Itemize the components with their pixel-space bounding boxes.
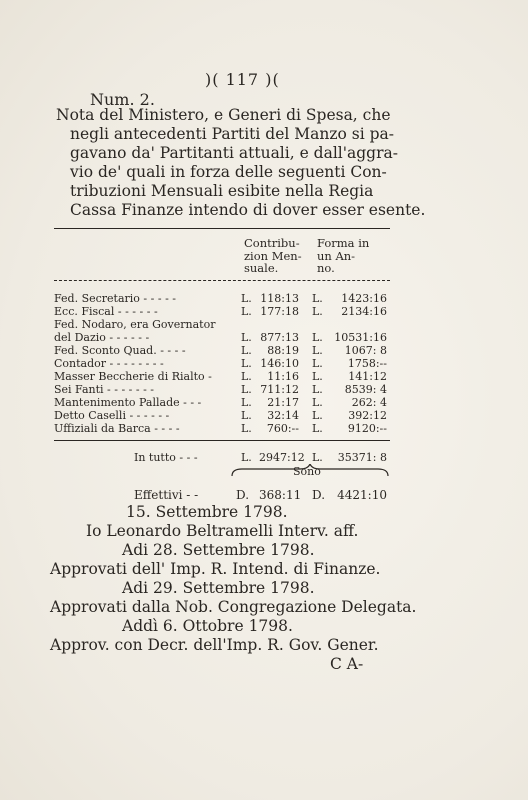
effettivi-row: Effettivi - - D. 368:11 D. 4421:10 — [134, 488, 387, 502]
intro-line: gavano da' Partitanti attuali, e dall'aggra- — [70, 144, 398, 162]
table-row: Uffiziali da Barca - - - - L. 760:-- L. 9120:-- — [54, 422, 387, 435]
page-number: )( 117 )( — [205, 70, 280, 89]
intro-paragraph — [56, 106, 426, 220]
table-row: Mantenimento Pallade - - - L. 21:17 L. 262: 4 — [54, 396, 387, 409]
document-number: Num. 2. — [90, 90, 155, 109]
total-row: In tutto - - - L. 2947:12 L. 35371: 8 — [134, 451, 387, 464]
catchword: C A- — [330, 655, 364, 673]
intro-line: tribuzioni Mensuali esibite nella Regia — [70, 182, 374, 200]
intro-line: Nota del Ministero, e Generi di Spesa, che — [56, 106, 391, 124]
table-row: Fed. Sconto Quad. - - - - L. 88:19 L. 1067: 8 — [54, 344, 387, 357]
signer-line: Io Leonardo Beltramelli Interv. aff. — [86, 522, 359, 540]
table-row: Masser Beccherie di Rialto - L. 11:16 L. 141:12 — [54, 370, 387, 383]
table-row: Sei Fanti - - - - - - - L. 711:12 L. 8539: 4 — [54, 383, 387, 396]
table-row: Detto Caselli - - - - - - L. 32:14 L. 392:12 — [54, 409, 387, 422]
date-line: 15. Settembre 1798. — [126, 503, 288, 521]
intro-line: Cassa Finanze intendo di dover esser esente. — [70, 201, 426, 219]
date-line: Adi 29. Settembre 1798. — [122, 579, 315, 597]
intro-line: negli antecedenti Partiti del Manzo si pa- — [70, 125, 395, 143]
table-row: Fed. Nodaro, era Governator — [54, 318, 216, 331]
table-top-rule — [54, 228, 390, 229]
approval-line: Approvati dell' Imp. R. Intend. di Finanze. — [50, 560, 381, 578]
date-line: Addì 6. Ottobre 1798. — [122, 617, 293, 635]
sono-label: Sono — [293, 465, 321, 478]
approval-line: Approv. con Decr. dell'Imp. R. Gov. Gener. — [50, 636, 379, 654]
table-row: Ecc. Fiscal - - - - - - L. 177:18 L. 2134:16 — [54, 305, 387, 318]
table-row: Contador - - - - - - - - L. 146:10 L. 1758:-- — [54, 357, 387, 370]
col-header-annual: Forma in un An- no. — [317, 236, 370, 275]
col-header-monthly: Contribu- zion Men- suale. — [244, 236, 302, 275]
table-row: del Dazio - - - - - - L. 877:13 L. 10531:16 — [54, 331, 387, 344]
date-line: Adi 28. Settembre 1798. — [122, 541, 315, 559]
subtotal-rule — [54, 440, 390, 441]
col-divider — [54, 280, 390, 281]
approval-line: Approvati dalla Nob. Congregazione Delegata. — [50, 598, 417, 616]
intro-line: vio de' quali in forza delle seguenti Con- — [70, 163, 387, 181]
table-row: Fed. Secretario - - - - - L. 118:13 L. 1423:16 — [54, 292, 387, 305]
